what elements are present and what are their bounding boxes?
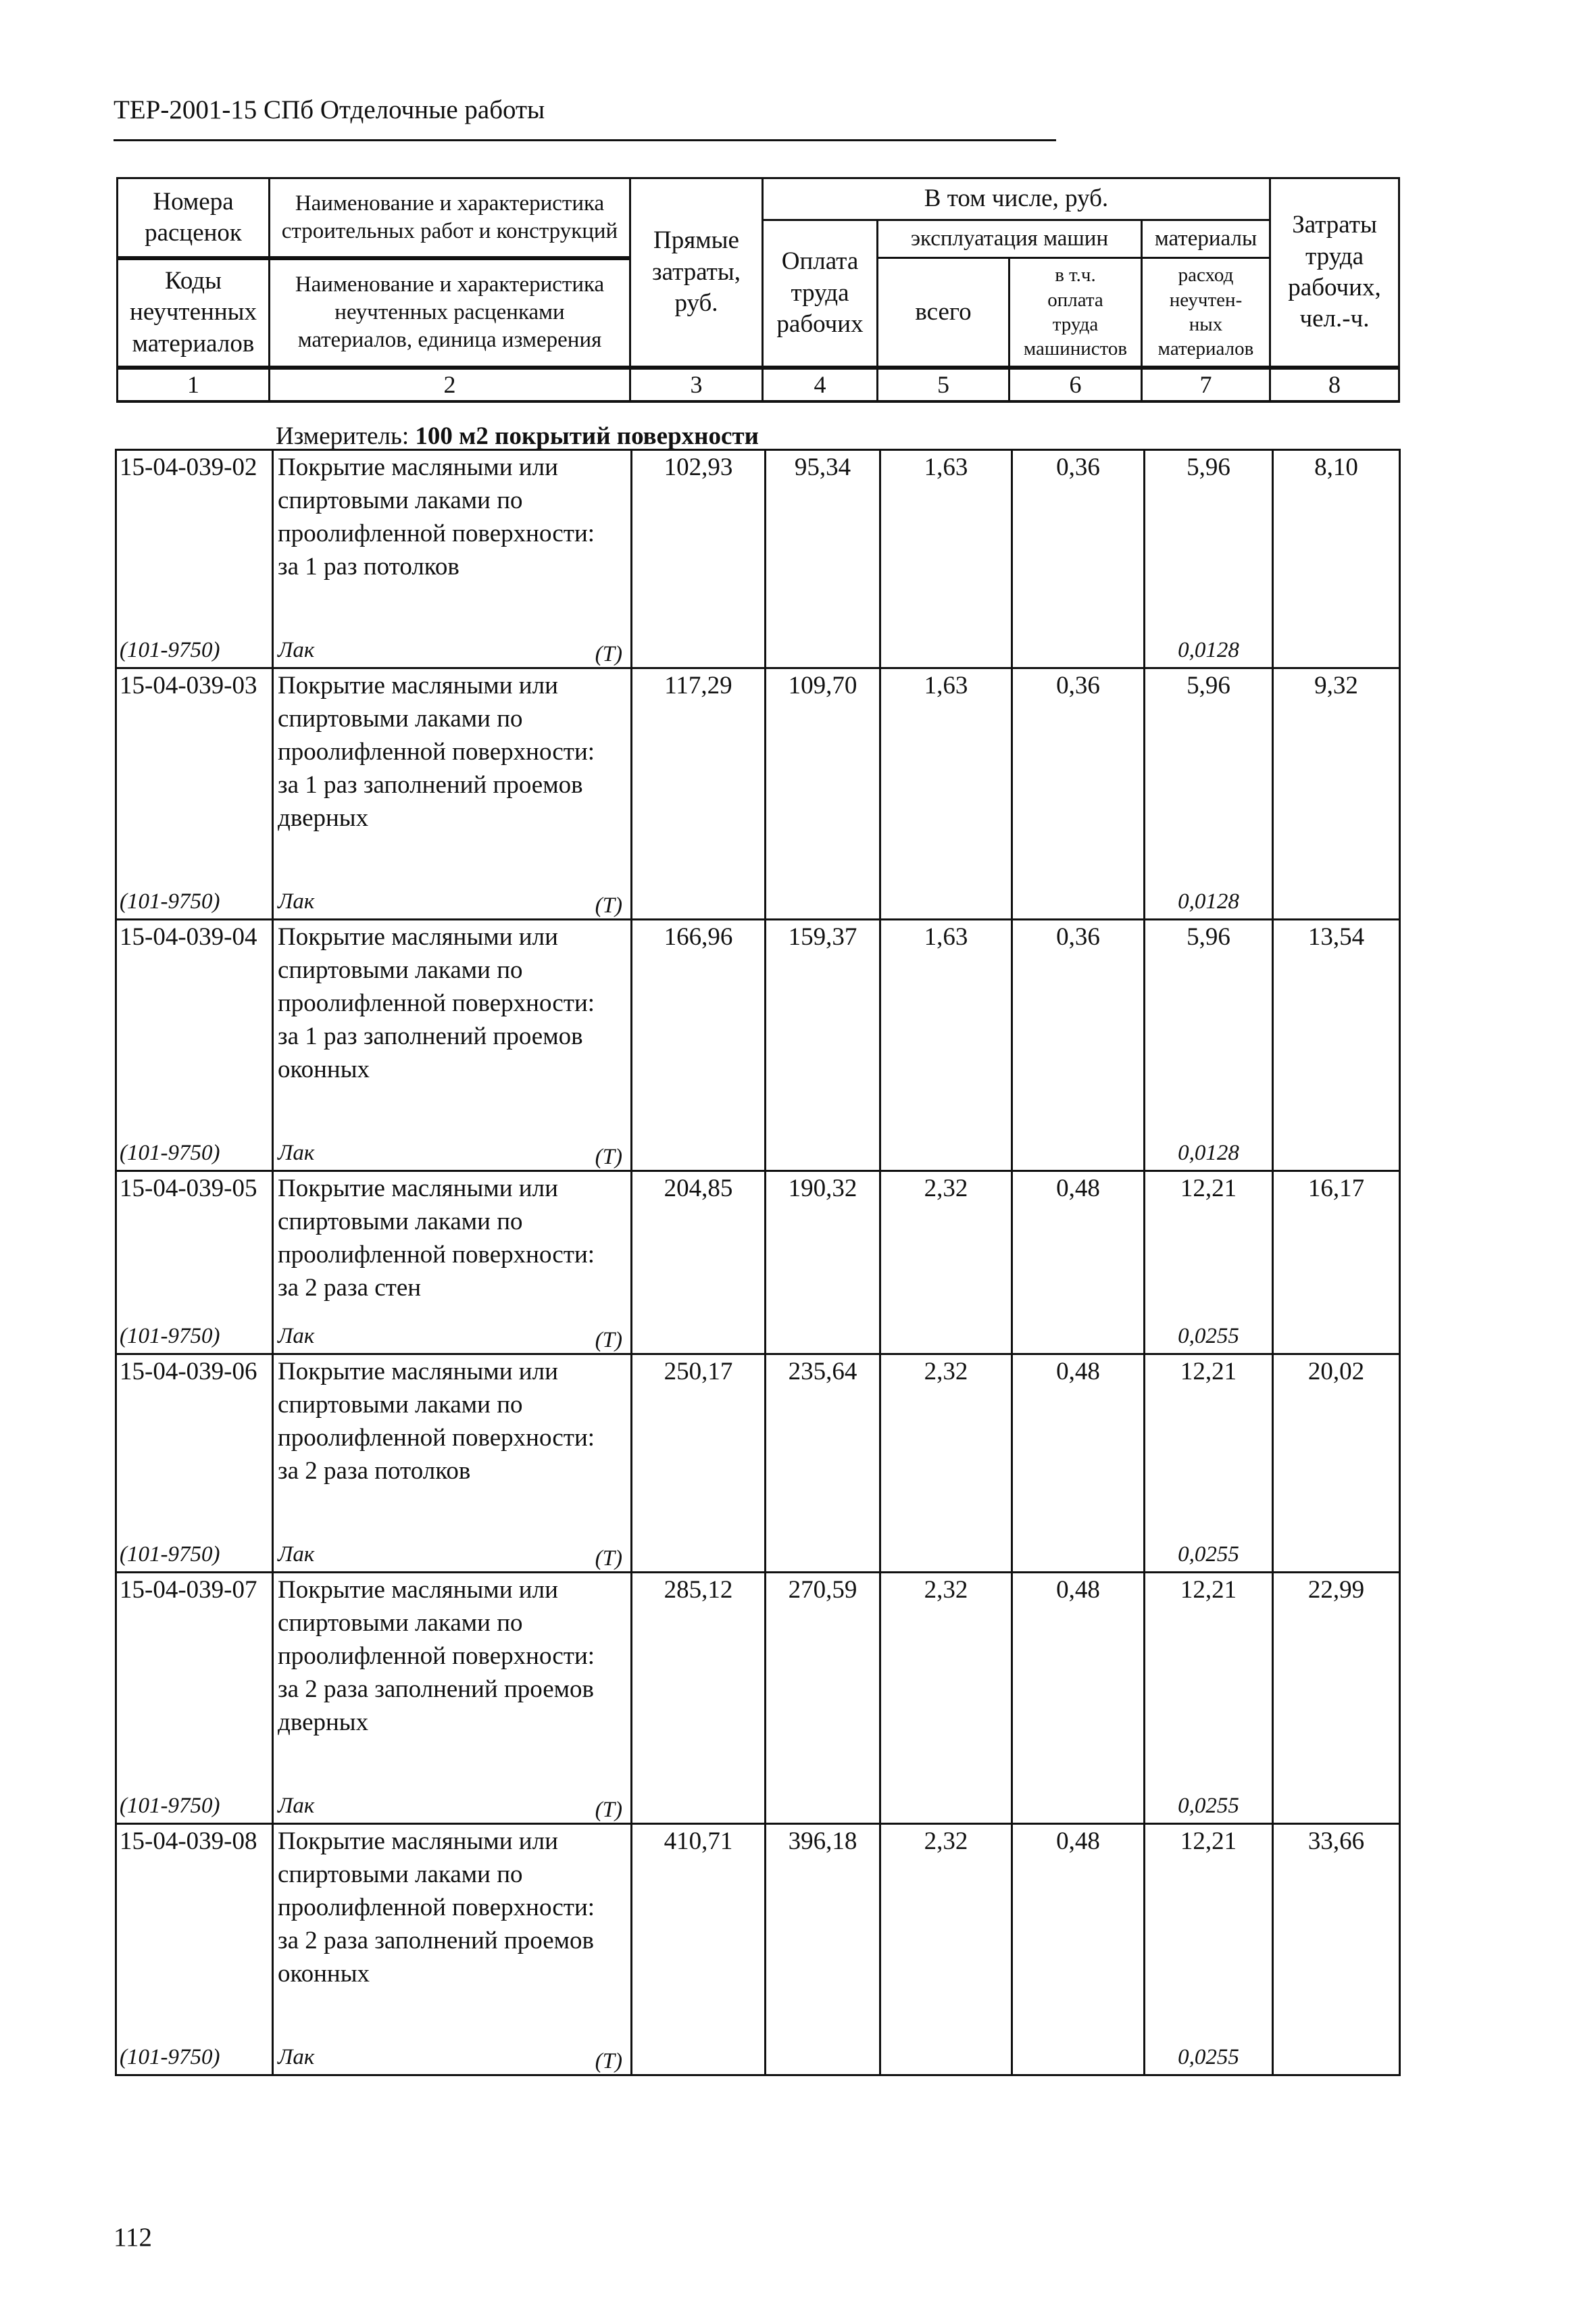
description-line: спиртовыми лаками по <box>278 1861 523 1888</box>
rate-description <box>273 668 632 873</box>
empty-cell <box>1273 1777 1400 1824</box>
material-code: (101-9750) <box>116 621 273 668</box>
col7-label: неучтен- <box>1169 289 1243 311</box>
column-number: 2 <box>270 368 630 401</box>
col-operators-pay-header <box>1009 258 1142 368</box>
empty-cell <box>880 2028 1012 2075</box>
material-name: Лак <box>278 1324 315 1348</box>
material-quantity: 0,0128 <box>1145 621 1273 668</box>
description-line: за 1 раз заполнений проемов <box>278 771 583 799</box>
material-name: Лак <box>278 2045 315 2069</box>
col-codes-header <box>118 258 270 368</box>
empty-cell <box>880 872 1012 920</box>
empty-cell <box>1012 872 1145 920</box>
empty-cell <box>766 1307 880 1354</box>
machines-total-cell: 2,32 <box>880 1354 1012 1526</box>
description-line: проолифленной поверхности: <box>278 1241 595 1269</box>
column-numbers-row <box>118 368 1399 401</box>
material-row <box>116 1124 1400 1171</box>
empty-cell <box>1012 1777 1145 1824</box>
col2-label: строительных работ и конструкций <box>281 218 618 243</box>
rate-row <box>116 1171 1400 1308</box>
description-line: проолифленной поверхности: <box>278 738 595 766</box>
material-code: (101-9750) <box>116 1525 273 1573</box>
empty-cell <box>1012 621 1145 668</box>
empty-cell <box>880 1307 1012 1354</box>
rate-code: 15-04-039-05 <box>116 1171 273 1308</box>
description-line: за 2 раза заполнений проемов <box>278 1927 595 1954</box>
labor-hours-cell: 33,66 <box>1273 1824 1400 2029</box>
empty-cell <box>1012 1307 1145 1354</box>
column-number: 4 <box>763 368 878 401</box>
col-rate-number-header <box>118 178 270 258</box>
rate-code: 15-04-039-08 <box>116 1824 273 2029</box>
column-number: 3 <box>630 368 763 401</box>
col8-label: труда <box>1305 242 1364 270</box>
rate-description <box>273 1573 632 1777</box>
document-title: ТЕР-2001-15 СПб Отделочные работы <box>114 95 545 124</box>
description-line: проолифленной поверхности: <box>278 520 595 547</box>
material-name-cell <box>273 2028 632 2075</box>
description-line: Покрытие масляными или <box>278 453 558 481</box>
worker-pay-cell: 270,59 <box>766 1573 880 1777</box>
description-line: Покрытие масляными или <box>278 1827 558 1855</box>
description-line: спиртовыми лаками по <box>278 705 523 733</box>
material-unit: (Т) <box>595 893 622 918</box>
rate-row <box>116 668 1400 873</box>
description-line: проолифленной поверхности: <box>278 989 595 1017</box>
rate-code: 15-04-039-02 <box>116 450 273 622</box>
materials-cell: 5,96 <box>1145 450 1273 622</box>
col6-label: оплата <box>1047 289 1103 311</box>
direct-costs-cell: 102,93 <box>632 450 766 622</box>
col3-label: руб. <box>674 289 718 317</box>
material-name: Лак <box>278 1542 315 1567</box>
description-line: за 1 раз заполнений проемов <box>278 1023 583 1050</box>
description-line: спиртовыми лаками по <box>278 1208 523 1235</box>
direct-costs-cell: 410,71 <box>632 1824 766 2029</box>
empty-cell <box>880 1124 1012 1171</box>
empty-cell <box>1273 621 1400 668</box>
material-quantity: 0,0255 <box>1145 1777 1273 1824</box>
machines-total-cell: 2,32 <box>880 1824 1012 2029</box>
description-line: оконных <box>278 1056 370 1083</box>
col1-sub-label: материалов <box>132 329 255 358</box>
material-unit: (Т) <box>595 1798 622 1822</box>
machines-total-cell: 2,32 <box>880 1573 1012 1777</box>
worker-pay-cell: 190,32 <box>766 1171 880 1308</box>
operators-pay-cell: 0,48 <box>1012 1573 1145 1777</box>
col6-label: машинистов <box>1023 338 1128 360</box>
rate-code: 15-04-039-04 <box>116 920 273 1125</box>
direct-costs-cell: 204,85 <box>632 1171 766 1308</box>
materials-cell: 12,21 <box>1145 1354 1273 1526</box>
empty-cell <box>1273 1307 1400 1354</box>
measure-value: 100 м2 покрытий поверхности <box>415 422 759 450</box>
rate-code: 15-04-039-03 <box>116 668 273 873</box>
material-code: (101-9750) <box>116 1124 273 1171</box>
material-row <box>116 1307 1400 1354</box>
empty-cell <box>766 1124 880 1171</box>
col7-label: расход <box>1178 264 1234 287</box>
material-unit: (Т) <box>595 1145 622 1169</box>
column-number: 7 <box>1142 368 1270 401</box>
materials-cell: 12,21 <box>1145 1573 1273 1777</box>
measure-line <box>276 422 759 451</box>
material-code: (101-9750) <box>116 1777 273 1824</box>
description-line: за 2 раза стен <box>278 1274 422 1302</box>
rate-row <box>116 1824 1400 2029</box>
col-material-name-header <box>270 258 630 368</box>
worker-pay-cell: 109,70 <box>766 668 880 873</box>
description-line: Покрытие масляными или <box>278 1175 558 1202</box>
empty-cell <box>632 1307 766 1354</box>
machines-total-cell: 1,63 <box>880 450 1012 622</box>
material-unit: (Т) <box>595 642 622 666</box>
rate-description <box>273 1354 632 1526</box>
description-line: Покрытие масляными или <box>278 923 558 951</box>
description-line: Покрытие масляными или <box>278 1576 558 1604</box>
material-name: Лак <box>278 889 315 914</box>
material-name-cell <box>273 872 632 920</box>
col6-label: в т.ч. <box>1055 264 1096 287</box>
empty-cell <box>766 1525 880 1573</box>
rate-description <box>273 450 632 622</box>
description-line: за 2 раза заполнений проемов <box>278 1675 595 1703</box>
rate-code: 15-04-039-06 <box>116 1354 273 1526</box>
rates-table <box>115 449 1401 2076</box>
description-line: дверных <box>278 1708 369 1736</box>
description-line: проолифленной поверхности: <box>278 1642 595 1670</box>
material-row <box>116 1777 1400 1824</box>
labor-hours-cell: 8,10 <box>1273 450 1400 622</box>
direct-costs-cell: 285,12 <box>632 1573 766 1777</box>
description-line: проолифленной поверхности: <box>278 1894 595 1921</box>
materials-cell: 12,21 <box>1145 1171 1273 1308</box>
col3-label: затраты, <box>652 257 741 286</box>
group-header-including: В том числе, руб. <box>763 178 1270 220</box>
rate-row <box>116 1573 1400 1777</box>
col2-sub-label: Наименование и характеристика <box>295 272 605 297</box>
material-name-cell <box>273 1124 632 1171</box>
column-number: 5 <box>878 368 1009 401</box>
material-name: Лак <box>278 1794 315 1818</box>
material-name-cell <box>273 621 632 668</box>
column-header-table <box>116 177 1400 403</box>
worker-pay-cell: 235,64 <box>766 1354 880 1526</box>
column-number: 8 <box>1270 368 1399 401</box>
empty-cell <box>766 621 880 668</box>
col-material-usage-header <box>1142 258 1270 368</box>
rate-row <box>116 920 1400 1125</box>
material-name-cell <box>273 1307 632 1354</box>
col4-label: рабочих <box>776 310 864 338</box>
material-quantity: 0,0255 <box>1145 1307 1273 1354</box>
title-rule <box>114 139 1056 141</box>
empty-cell <box>1012 1124 1145 1171</box>
description-line: спиртовыми лаками по <box>278 956 523 984</box>
col6-label: труда <box>1052 313 1099 335</box>
machines-total-cell: 1,63 <box>880 668 1012 873</box>
material-name: Лак <box>278 1141 315 1165</box>
material-quantity: 0,0128 <box>1145 872 1273 920</box>
rate-row <box>116 450 1400 622</box>
description-line: дверных <box>278 804 369 832</box>
empty-cell <box>766 2028 880 2075</box>
description-line: спиртовыми лаками по <box>278 487 523 514</box>
col1-sub-label: неучтенных <box>130 298 257 326</box>
col-direct-costs-header <box>630 178 763 368</box>
empty-cell <box>766 1777 880 1824</box>
col-machines-total-header: всего <box>878 258 1009 368</box>
direct-costs-cell: 117,29 <box>632 668 766 873</box>
col-work-name-header <box>270 178 630 258</box>
direct-costs-cell: 250,17 <box>632 1354 766 1526</box>
rate-description <box>273 920 632 1125</box>
description-line: Покрытие масляными или <box>278 1358 558 1385</box>
col1-label: Номера <box>153 187 234 216</box>
material-code: (101-9750) <box>116 872 273 920</box>
empty-cell <box>632 1124 766 1171</box>
materials-cell: 5,96 <box>1145 668 1273 873</box>
col8-label: чел.-ч. <box>1299 305 1370 333</box>
empty-cell <box>632 621 766 668</box>
machines-total-cell: 2,32 <box>880 1171 1012 1308</box>
materials-cell: 5,96 <box>1145 920 1273 1125</box>
material-name-cell <box>273 1777 632 1824</box>
col2-label: Наименование и характеристика <box>295 191 605 216</box>
material-unit: (Т) <box>595 1546 622 1571</box>
group-header-materials: материалы <box>1142 220 1270 258</box>
col2-sub-label: неучтенных расценками <box>334 299 565 324</box>
empty-cell <box>1012 2028 1145 2075</box>
labor-hours-cell: 9,32 <box>1273 668 1400 873</box>
description-line: оконных <box>278 1960 370 1988</box>
material-name-cell <box>273 1525 632 1573</box>
operators-pay-cell: 0,48 <box>1012 1824 1145 2029</box>
materials-cell: 12,21 <box>1145 1824 1273 2029</box>
col4-label: Оплата <box>781 247 859 276</box>
labor-hours-cell: 20,02 <box>1273 1354 1400 1526</box>
operators-pay-cell: 0,48 <box>1012 1171 1145 1308</box>
worker-pay-cell: 95,34 <box>766 450 880 622</box>
material-quantity: 0,0255 <box>1145 1525 1273 1573</box>
description-line: спиртовыми лаками по <box>278 1609 523 1637</box>
material-quantity: 0,0255 <box>1145 2028 1273 2075</box>
col8-label: Затраты <box>1292 211 1377 239</box>
column-number: 1 <box>118 368 270 401</box>
empty-cell <box>1012 1525 1145 1573</box>
labor-hours-cell: 16,17 <box>1273 1171 1400 1308</box>
description-line: за 1 раз потолков <box>278 553 459 581</box>
material-unit: (Т) <box>595 1328 622 1352</box>
empty-cell <box>632 2028 766 2075</box>
page-number: 112 <box>114 2223 153 2252</box>
rate-code: 15-04-039-07 <box>116 1573 273 1777</box>
empty-cell <box>1273 1525 1400 1573</box>
empty-cell <box>880 1525 1012 1573</box>
col-labor-hours-header <box>1270 178 1399 368</box>
direct-costs-cell: 166,96 <box>632 920 766 1125</box>
material-row <box>116 2028 1400 2075</box>
column-number: 6 <box>1009 368 1142 401</box>
col7-label: материалов <box>1157 338 1254 360</box>
machines-total-cell: 1,63 <box>880 920 1012 1125</box>
material-row <box>116 1525 1400 1573</box>
description-line: Покрытие масляными или <box>278 672 558 699</box>
description-line: проолифленной поверхности: <box>278 1424 595 1452</box>
col7-label: ных <box>1189 313 1223 335</box>
labor-hours-cell: 22,99 <box>1273 1573 1400 1777</box>
col1-label: расценок <box>145 218 242 247</box>
operators-pay-cell: 0,36 <box>1012 668 1145 873</box>
col1-sub-label: Коды <box>165 267 222 295</box>
worker-pay-cell: 159,37 <box>766 920 880 1125</box>
labor-hours-cell: 13,54 <box>1273 920 1400 1125</box>
material-code: (101-9750) <box>116 2028 273 2075</box>
empty-cell <box>766 872 880 920</box>
empty-cell <box>1273 1124 1400 1171</box>
col3-label: Прямые <box>653 226 739 255</box>
description-line: спиртовыми лаками по <box>278 1391 523 1419</box>
col8-label: рабочих, <box>1288 273 1381 301</box>
rate-description <box>273 1171 632 1308</box>
empty-cell <box>880 1777 1012 1824</box>
operators-pay-cell: 0,36 <box>1012 920 1145 1125</box>
worker-pay-cell: 396,18 <box>766 1824 880 2029</box>
empty-cell <box>632 1525 766 1573</box>
rate-description <box>273 1824 632 2029</box>
col2-sub-label: материалов, единица измерения <box>297 328 602 353</box>
material-name: Лак <box>278 638 315 662</box>
measure-prefix: Измеритель: <box>276 422 416 450</box>
col-worker-pay-header <box>763 220 878 368</box>
operators-pay-cell: 0,48 <box>1012 1354 1145 1526</box>
material-quantity: 0,0128 <box>1145 1124 1273 1171</box>
empty-cell <box>632 1777 766 1824</box>
material-row <box>116 872 1400 920</box>
empty-cell <box>1273 872 1400 920</box>
material-row <box>116 621 1400 668</box>
material-unit: (Т) <box>595 2049 622 2073</box>
col4-label: труда <box>791 278 849 307</box>
description-line: за 2 раза потолков <box>278 1457 471 1485</box>
empty-cell <box>880 621 1012 668</box>
empty-cell <box>632 872 766 920</box>
empty-cell <box>1273 2028 1400 2075</box>
material-code: (101-9750) <box>116 1307 273 1354</box>
group-header-machines: эксплуатация машин <box>878 220 1142 258</box>
operators-pay-cell: 0,36 <box>1012 450 1145 622</box>
rate-row <box>116 1354 1400 1526</box>
